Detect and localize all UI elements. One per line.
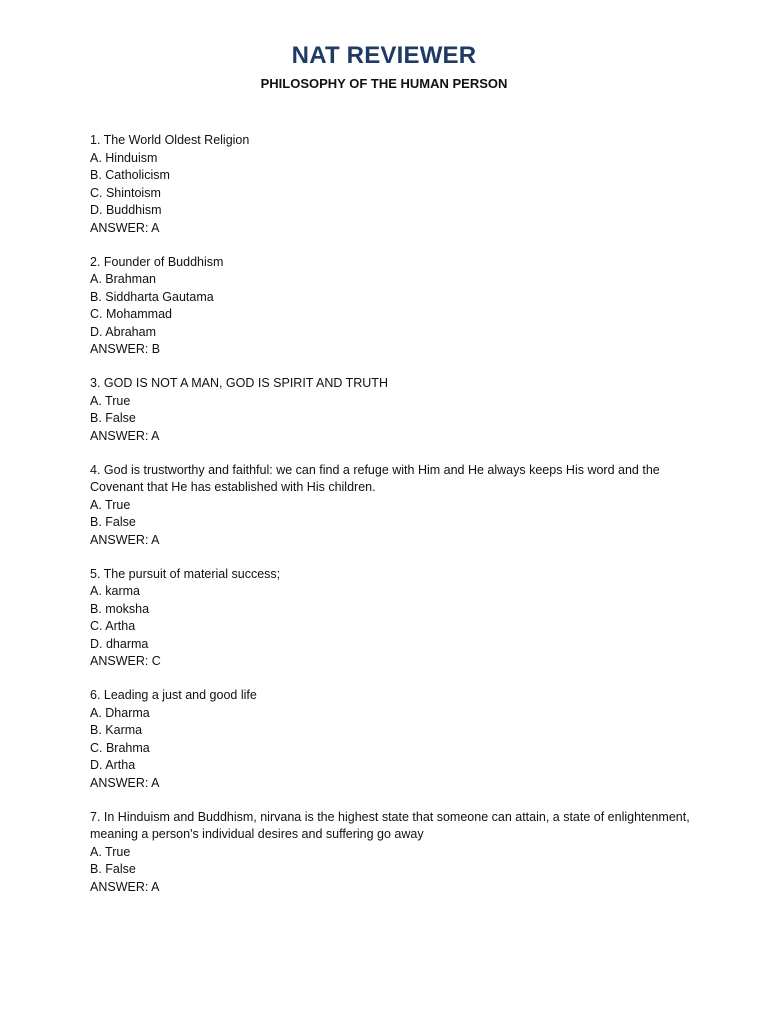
question-list	[90, 132, 690, 913]
answer-option: D. Abraham	[90, 324, 157, 339]
question-prompt: 2. Founder of Buddhism	[90, 254, 224, 269]
answer-option: A. Brahman	[90, 272, 157, 286]
answer-key: ANSWER: A	[90, 532, 160, 547]
answer-option: B. False	[90, 862, 136, 876]
question-prompt: 5. The pursuit of material success;	[90, 566, 281, 581]
answer-option: B. Catholicism	[90, 168, 170, 182]
question-prompt: 4. God is trustworthy and faithful: we can find a refuge with Him and He always keeps His word and the Covenant that He has established with His children.	[90, 462, 660, 494]
answer-key: ANSWER: A	[90, 220, 160, 235]
answer-option: B. Siddharta Gautama	[90, 289, 214, 304]
answer-option: C. Artha	[90, 619, 136, 633]
answer-option: C. Shintoism	[90, 185, 161, 200]
answer-option: B. moksha	[90, 601, 150, 616]
question-1	[90, 132, 690, 237]
answer-option: A. True	[90, 497, 131, 512]
answer-option: B. Karma	[90, 723, 143, 737]
document-subtitle: PHILOSOPHY OF THE HUMAN PERSON	[260, 76, 508, 91]
answer-option: D. Buddhism	[90, 203, 162, 217]
question-prompt: 3. GOD IS NOT A MAN, GOD IS SPIRIT AND TRUTH	[90, 376, 388, 390]
question-7	[90, 809, 690, 897]
answer-option: C. Brahma	[90, 740, 150, 755]
answer-option: A. karma	[90, 584, 141, 598]
question-2	[90, 254, 690, 359]
question-5	[90, 566, 690, 671]
answer-option: C. Mohammad	[90, 307, 172, 321]
answer-option: A. True	[90, 393, 131, 408]
answer-key: ANSWER: A	[90, 775, 160, 790]
answer-option: B. False	[90, 515, 136, 529]
answer-option: A. Dharma	[90, 705, 150, 720]
answer-option: A. Hinduism	[90, 150, 158, 165]
answer-option: B. False	[90, 411, 136, 425]
answer-key: ANSWER: B	[90, 342, 161, 356]
answer-option: D. Artha	[90, 758, 136, 772]
answer-key: ANSWER: A	[90, 428, 160, 443]
question-prompt: 6. Leading a just and good life	[90, 688, 257, 702]
question-3	[90, 375, 690, 445]
answer-key: ANSWER: C	[90, 654, 161, 668]
question-prompt: 1. The World Oldest Religion	[90, 133, 250, 147]
answer-key: ANSWER: A	[90, 879, 160, 894]
question-6	[90, 687, 690, 792]
question-4	[90, 462, 690, 550]
answer-option: D. dharma	[90, 636, 149, 651]
document-title: NAT REVIEWER	[291, 42, 477, 69]
answer-option: A. True	[90, 844, 131, 859]
question-prompt: 7. In Hinduism and Buddhism, nirvana is the highest state that someone can attain, a state of enlightenment, meaning a person's individual desires and suffering go away	[90, 809, 690, 841]
